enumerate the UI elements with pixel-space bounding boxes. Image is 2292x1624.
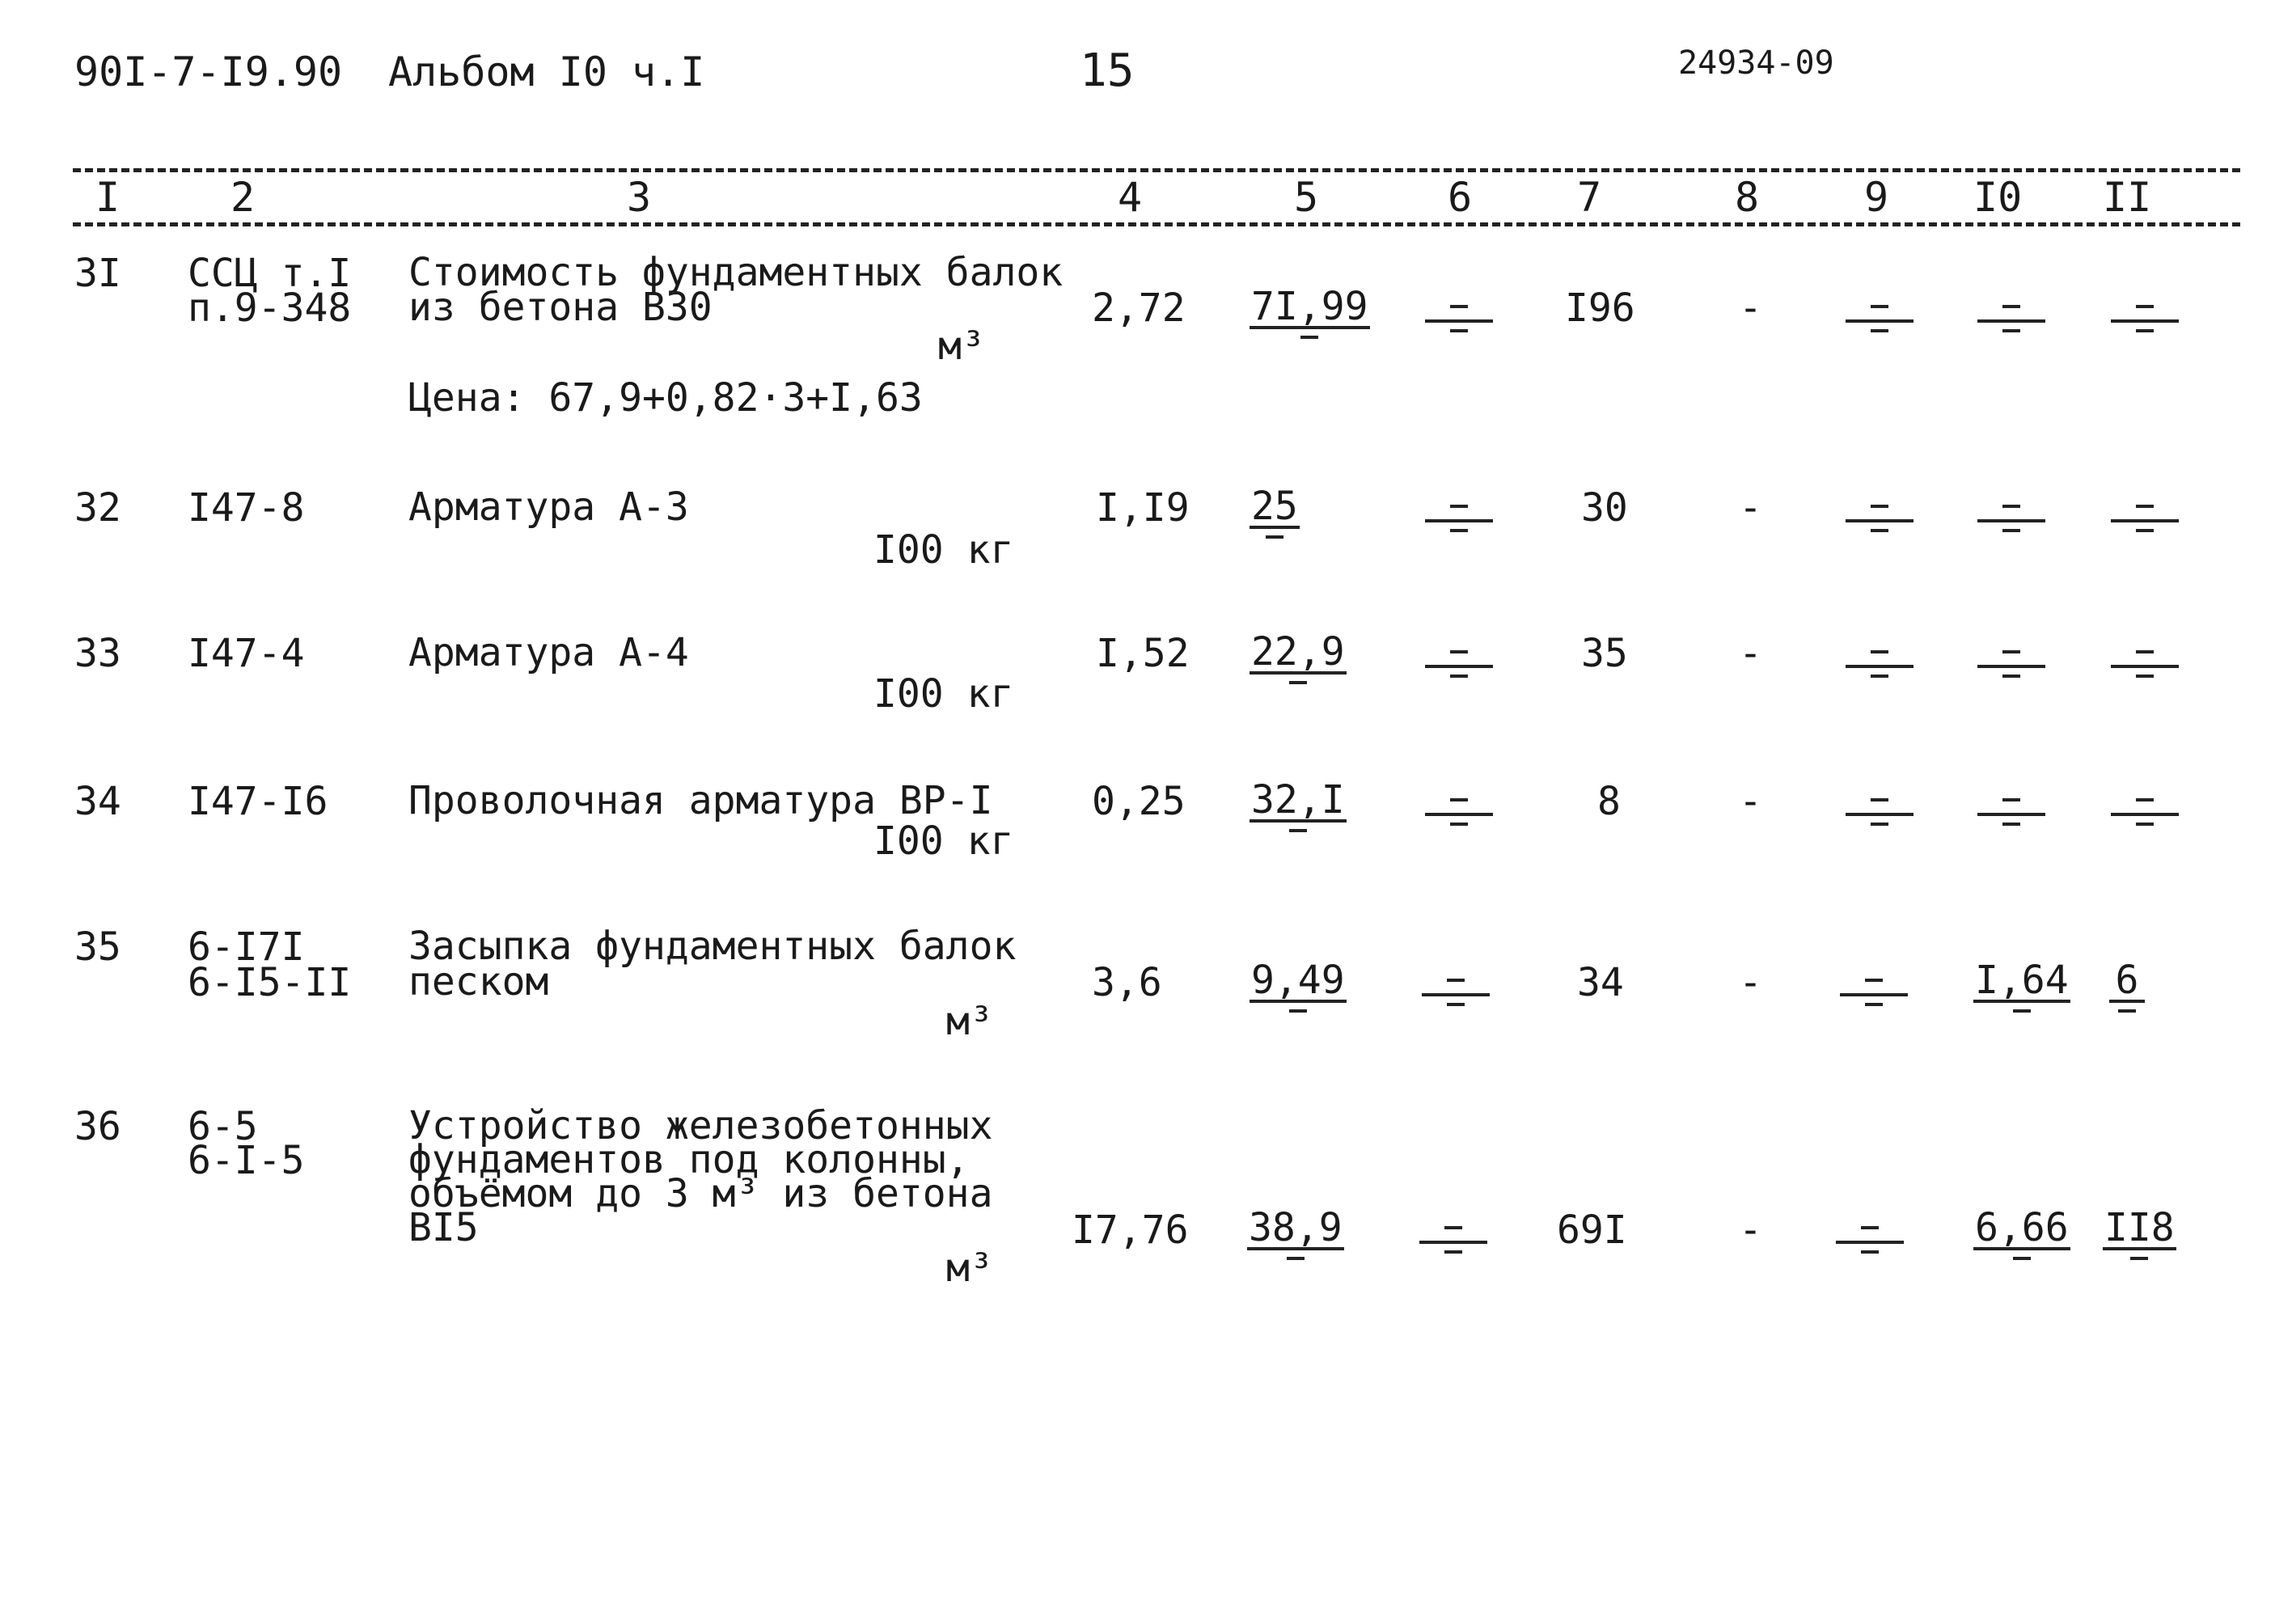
row-number: 3I — [74, 251, 121, 296]
cell-col7: 35 — [1581, 631, 1628, 676]
row-description: песком — [408, 959, 549, 1004]
column-header-11: II — [2103, 174, 2152, 221]
cell-col8: - — [1739, 779, 1762, 824]
cell-col11 — [2111, 789, 2179, 834]
cell-col10: 6,66 — [1973, 1208, 2070, 1268]
row-unit: I00 кг — [873, 671, 1014, 717]
column-header-5: 5 — [1294, 174, 1319, 221]
cell-col11 — [2111, 495, 2179, 540]
row-description: фундаментов под колонны, — [408, 1137, 970, 1182]
cell-col8: - — [1739, 631, 1762, 676]
row-description: из бетона В30 — [408, 285, 713, 330]
cell-col10 — [1977, 789, 2045, 834]
row-unit: м³ — [946, 999, 993, 1044]
cell-col6 — [1425, 789, 1493, 834]
cell-col8: - — [1739, 1207, 1762, 1253]
column-header-9: 9 — [1864, 174, 1889, 221]
row-code: I47-8 — [188, 485, 305, 531]
cell-col9 — [1846, 789, 1914, 834]
row-description: Стоимость фундаментных балок — [408, 250, 1064, 295]
row-description: Арматура А-3 — [408, 484, 689, 530]
cell-col11: II8 — [2103, 1208, 2176, 1268]
column-header-4: 4 — [1118, 174, 1143, 221]
cell-col5: 25 — [1250, 487, 1300, 547]
column-header-3: 3 — [627, 174, 652, 221]
row-number: 32 — [74, 485, 121, 531]
cell-col9 — [1846, 495, 1914, 540]
row-number: 33 — [74, 631, 121, 676]
row-description: объёмом до 3 м³ из бетона — [408, 1171, 993, 1216]
cell-col5: 22,9 — [1250, 632, 1347, 692]
cell-col4: 2,72 — [1092, 285, 1186, 331]
cell-col5: 32,I — [1250, 780, 1347, 840]
row-unit: м³ — [946, 1245, 993, 1291]
cell-col8: - — [1739, 960, 1762, 1005]
cell-col7: 34 — [1577, 960, 1624, 1005]
row-unit: I00 кг — [873, 818, 1014, 864]
header-rule-top — [73, 168, 2240, 172]
column-header-2: 2 — [230, 174, 256, 221]
cell-col7: 8 — [1597, 779, 1621, 824]
cell-col8: - — [1739, 485, 1762, 531]
cell-col7: 69I — [1557, 1207, 1627, 1253]
cell-col6 — [1419, 1216, 1487, 1262]
album-label: Альбом I0 ч.I — [388, 49, 705, 95]
cell-col11 — [2111, 641, 2179, 686]
cell-col8: - — [1739, 285, 1762, 331]
row-description: ВI5 — [408, 1205, 479, 1250]
cell-col5: 38,9 — [1247, 1208, 1344, 1268]
cell-col9 — [1836, 1216, 1904, 1262]
row-number: 34 — [74, 779, 121, 824]
row-unit: м³ — [938, 324, 985, 369]
row-code: I47-I6 — [188, 779, 328, 824]
cell-col4: 3,6 — [1092, 960, 1162, 1005]
row-code: I47-4 — [188, 631, 305, 676]
cell-col4: I,52 — [1096, 631, 1190, 676]
row-code: 6-I-5 — [188, 1138, 305, 1183]
cell-col11 — [2111, 295, 2179, 340]
row-description: Арматура А-4 — [408, 630, 689, 675]
cell-col5: 9,49 — [1250, 961, 1347, 1021]
cell-col10: I,64 — [1973, 961, 2070, 1021]
column-header-6: 6 — [1448, 174, 1473, 221]
row-code: 6-I5-II — [188, 960, 352, 1005]
page-number: 15 — [1080, 44, 1135, 97]
cell-col5: 7I,99 — [1250, 287, 1370, 347]
cell-col11: 6 — [2109, 961, 2145, 1021]
row-description: Проволочная арматура ВР-I — [408, 778, 993, 823]
cell-col7: 30 — [1581, 485, 1628, 531]
column-header-1: I — [95, 174, 121, 221]
cell-col10 — [1977, 495, 2045, 540]
column-header-7: 7 — [1577, 174, 1602, 221]
cell-col6 — [1422, 969, 1490, 1014]
row-unit: I00 кг — [873, 527, 1014, 573]
row-description: Устройство железобетонных — [408, 1103, 993, 1148]
cell-col9 — [1846, 295, 1914, 340]
cell-col4: 0,25 — [1092, 779, 1186, 824]
cell-col10 — [1977, 641, 2045, 686]
cell-col6 — [1425, 295, 1493, 340]
column-header-10: I0 — [1973, 174, 2023, 221]
cell-col6 — [1425, 641, 1493, 686]
row-price-formula: Цена: 67,9+0,82·3+I,63 — [408, 375, 923, 421]
row-code: ССЦ т.I — [188, 251, 352, 296]
row-code: 6-5 — [188, 1104, 258, 1149]
document-code: 90I-7-I9.90 — [74, 49, 343, 95]
header-rule-bottom — [73, 222, 2240, 226]
row-number: 36 — [74, 1104, 121, 1149]
row-description: Засыпка фундаментных балок — [408, 924, 1017, 969]
cell-col4: I,I9 — [1096, 485, 1190, 531]
cell-col7: I96 — [1565, 285, 1635, 331]
stamp-number: 24934-09 — [1678, 44, 1834, 82]
cell-col10 — [1977, 295, 2045, 340]
cell-col9 — [1840, 969, 1908, 1014]
row-code: 6-I7I — [188, 924, 305, 970]
cell-col4: I7,76 — [1072, 1207, 1189, 1253]
row-code: п.9-348 — [188, 285, 352, 331]
column-header-8: 8 — [1735, 174, 1760, 221]
cell-col9 — [1846, 641, 1914, 686]
cell-col6 — [1425, 495, 1493, 540]
row-number: 35 — [74, 924, 121, 970]
